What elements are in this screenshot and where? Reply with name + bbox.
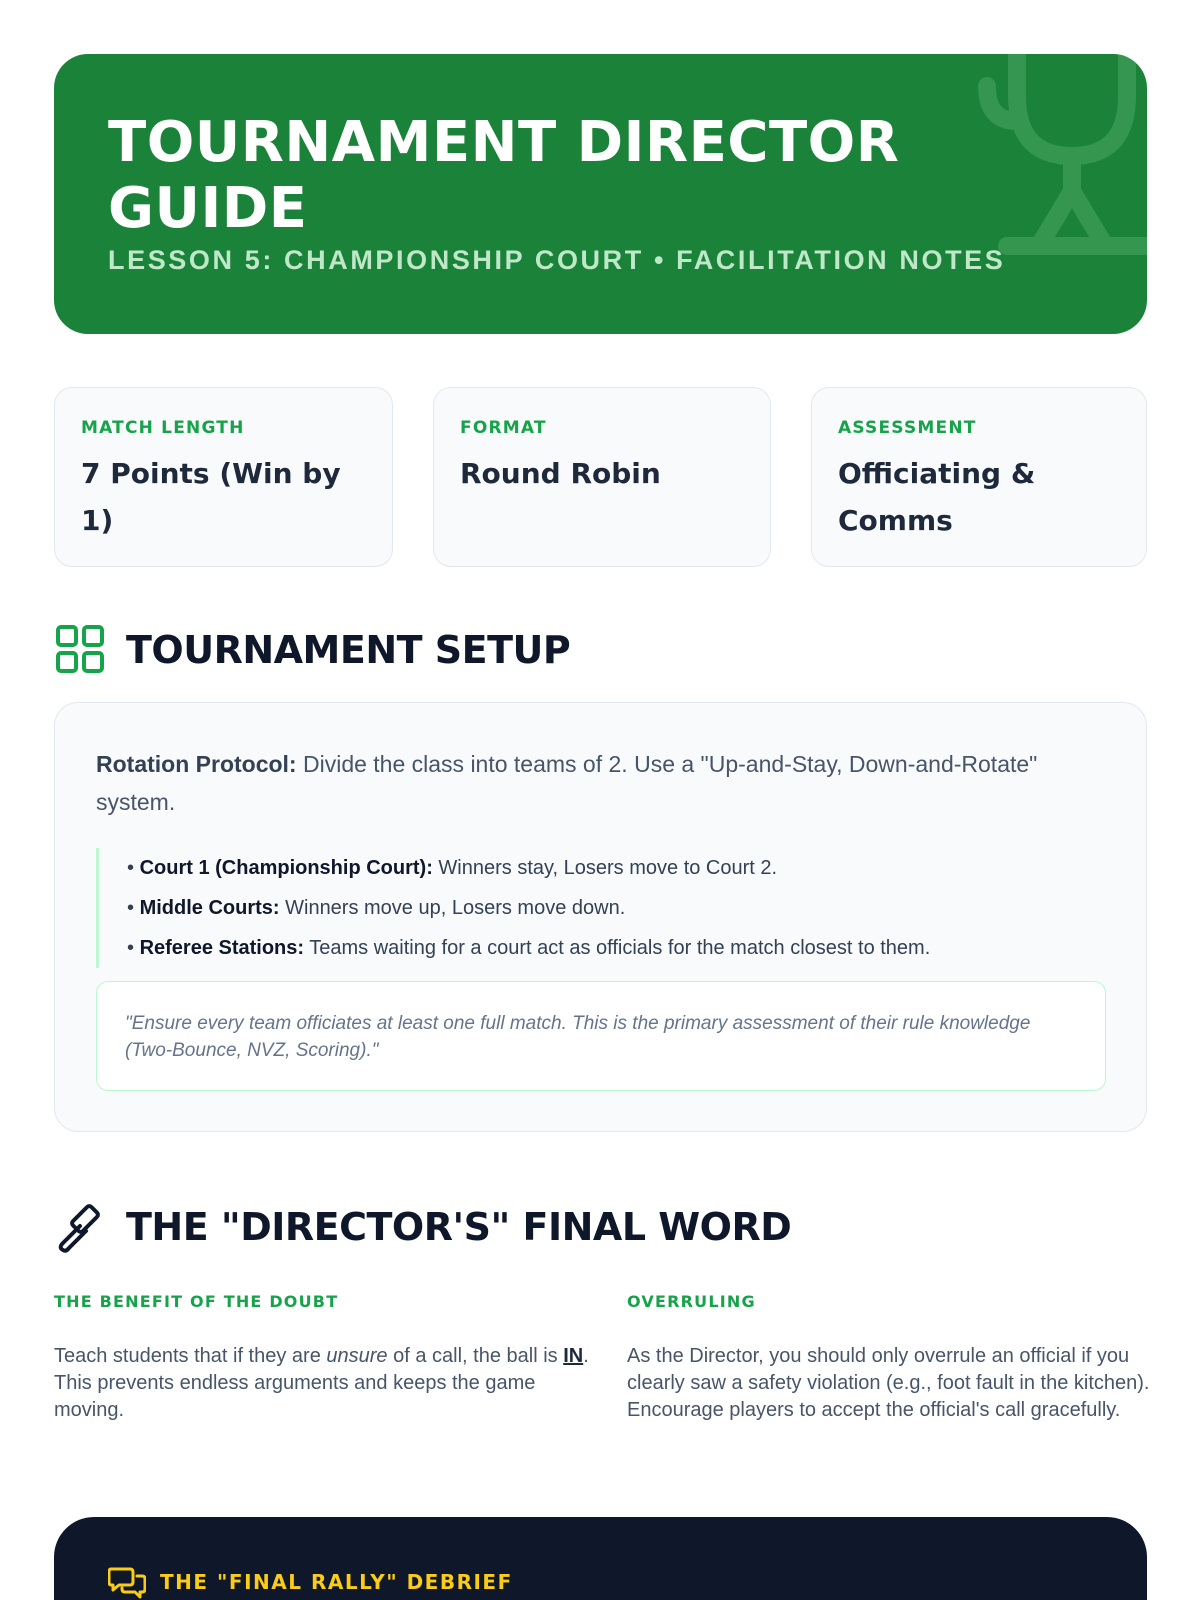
- list-item: • Middle Courts: Winners move up, Losers move down.: [127, 897, 626, 919]
- benefit-of-doubt-column: [54, 1292, 594, 1424]
- hero-banner: [54, 54, 1147, 334]
- section-title: TOURNAMENT SETUP: [126, 628, 571, 672]
- column-text: As the Director, you should only overrule an official if you clearly saw a safety violation (e.g., foot fault in the kitchen). Encourage players to accept the official's call gracefully.: [627, 1345, 1150, 1421]
- column-label: OVERRULING: [627, 1292, 756, 1311]
- info-card-label: FORMAT: [460, 418, 547, 438]
- assessment-quote: "Ensure every team officiates at least one full match. This is the primary assessment of their rule knowledge (Two-Bounce, NVZ, Scoring).": [96, 981, 1106, 1091]
- list-item-text: Winners stay, Losers move to Court 2.: [432, 857, 778, 879]
- list-item-label: Court 1 (Championship Court):: [139, 857, 433, 879]
- overruling-column: [627, 1292, 1157, 1424]
- gavel-icon: [54, 1200, 108, 1254]
- list-item-text: Winners move up, Losers move down.: [279, 897, 626, 919]
- page-subtitle: LESSON 5: CHAMPIONSHIP COURT • FACILITATION NOTES: [108, 245, 1006, 275]
- section-title: THE "DIRECTOR'S" FINAL WORD: [126, 1205, 792, 1249]
- section-heading-setup: [54, 623, 570, 677]
- rotation-protocol-label: Rotation Protocol:: [96, 751, 297, 777]
- info-card-match-length: [54, 387, 393, 567]
- info-card-value: 7 Points (Win by 1): [81, 457, 341, 537]
- text-segment: . This prevents endless arguments and keeps the game moving.: [54, 1345, 589, 1421]
- rotation-protocol-text: [96, 745, 1056, 821]
- debrief-title: THE "FINAL RALLY" DEBRIEF: [160, 1570, 513, 1594]
- debrief-heading: [108, 1565, 513, 1599]
- rotation-protocol-body: Divide the class into teams of 2. Use a "Up-and-Stay, Down-and-Rotate" system.: [96, 751, 1038, 815]
- section-heading-final-word: [54, 1200, 791, 1254]
- list-item-text: Teams waiting for a court act as officials for the match closest to them.: [304, 937, 931, 959]
- grid-icon: [54, 623, 108, 677]
- page-title: TOURNAMENT DIRECTOR GUIDE: [108, 110, 900, 241]
- info-card-assessment: [811, 387, 1147, 567]
- debrief-panel: [54, 1517, 1147, 1600]
- info-card-value: Officiating & Comms: [838, 457, 1036, 537]
- list-item-label: Referee Stations:: [139, 937, 305, 959]
- text-segment: of a call, the ball is: [387, 1345, 564, 1367]
- chat-bubbles-icon: [108, 1565, 146, 1599]
- emphasis-text: unsure: [326, 1345, 388, 1367]
- info-card-format: [433, 387, 771, 567]
- strong-text: IN: [563, 1345, 584, 1367]
- info-card-label: MATCH LENGTH: [81, 418, 245, 438]
- list-item: • Referee Stations: Teams waiting for a court act as officials for the match closest to them.: [127, 937, 931, 959]
- list-item-label: Middle Courts:: [139, 897, 280, 919]
- text-segment: Teach students that if they are: [54, 1345, 327, 1367]
- list-item: • Court 1 (Championship Court): Winners stay, Losers move to Court 2.: [127, 857, 778, 879]
- setup-panel: [54, 702, 1147, 1132]
- rotation-rules-list: [96, 848, 1096, 968]
- info-card-label: ASSESSMENT: [838, 418, 977, 438]
- column-text: [54, 1343, 594, 1424]
- column-label: THE BENEFIT OF THE DOUBT: [54, 1292, 339, 1311]
- info-card-value: Round Robin: [460, 457, 661, 490]
